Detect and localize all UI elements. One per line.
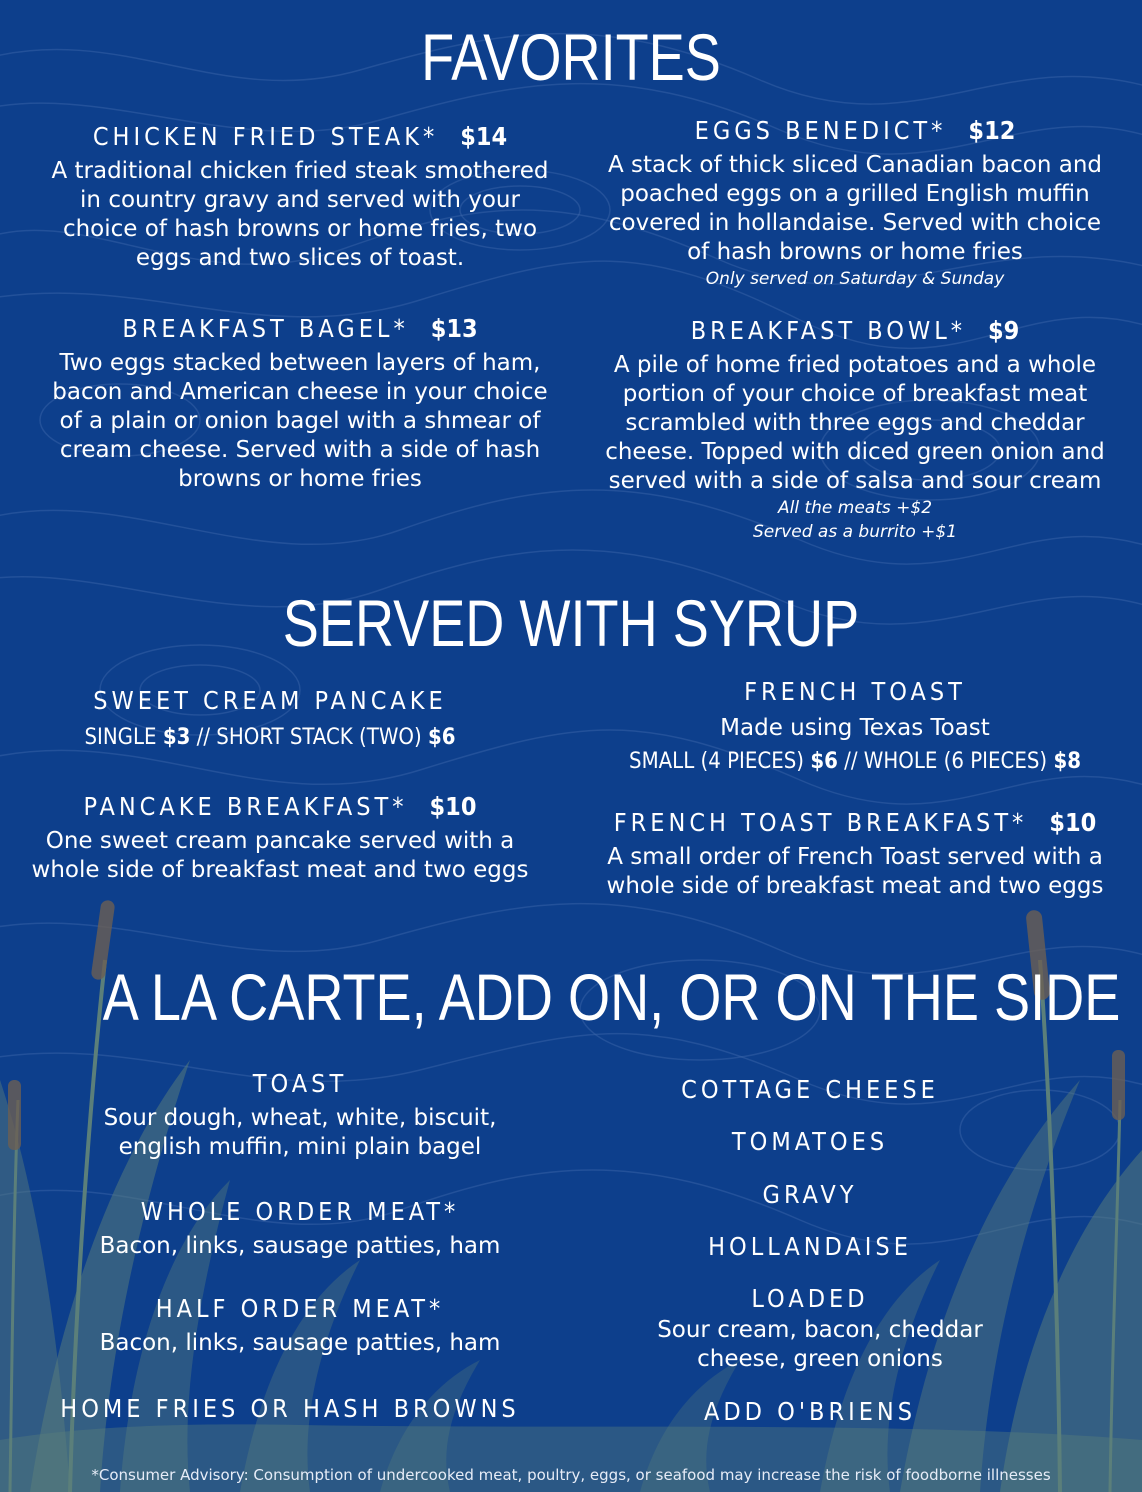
section-title-sides: A LA CARTE, ADD ON, OR ON THE SIDE bbox=[102, 960, 1121, 1034]
item-description: Bacon, links, sausage patties, ham bbox=[99, 1233, 501, 1259]
item-name: COTTAGE CHEESE bbox=[681, 1075, 939, 1104]
item-name: FRENCH TOAST bbox=[744, 677, 966, 706]
item-description: Bacon, links, sausage patties, ham bbox=[99, 1330, 501, 1356]
side-item-hollandaise bbox=[540, 1232, 1080, 1262]
item-name: CHICKEN FRIED STEAK* bbox=[92, 122, 439, 151]
item-name: LOADED bbox=[751, 1284, 869, 1313]
item-name: HOME FRIES OR HASH BROWNS bbox=[60, 1394, 520, 1423]
item-name: HOLLANDAISE bbox=[708, 1232, 912, 1261]
side-item-add-obriens bbox=[540, 1397, 1080, 1427]
menu-item-eggs-benedict bbox=[585, 116, 1125, 291]
item-title bbox=[585, 808, 1125, 838]
item-note: Served as a burrito +$1 bbox=[752, 522, 958, 542]
side-item-gravy bbox=[540, 1180, 1080, 1210]
item-name: EGGS BENEDICT* bbox=[694, 116, 947, 145]
item-name: SWEET CREAM PANCAKE bbox=[93, 686, 447, 715]
item-title bbox=[30, 314, 570, 344]
side-item-half-order-meat bbox=[30, 1294, 570, 1358]
item-name: TOAST bbox=[252, 1069, 348, 1098]
item-description: Two eggs stacked between layers of ham, bacon and American cheese in your choice of a plain or onion bagel with a shmear of cream cheese. Served with a side of hash browns or home fries bbox=[52, 350, 548, 492]
item-name: TOMATOES bbox=[731, 1127, 889, 1156]
side-item-toast bbox=[30, 1069, 570, 1162]
item-description: Sour cream, bacon, cheddar cheese, green onions bbox=[657, 1317, 983, 1372]
side-item-home-fries bbox=[20, 1394, 560, 1424]
item-price-tiers: SINGLE $3 // SHORT STACK (TWO) $6 bbox=[84, 725, 456, 750]
menu-item-pancake-breakfast bbox=[10, 792, 550, 885]
item-title bbox=[10, 792, 550, 822]
item-description: A small order of French Toast served with a whole side of breakfast meat and two eggs bbox=[606, 844, 1104, 899]
item-price: $10 bbox=[429, 792, 477, 821]
item-name: FRENCH TOAST BREAKFAST* bbox=[613, 808, 1028, 837]
item-title bbox=[585, 316, 1125, 346]
item-price-tiers: SMALL (4 PIECES) $6 // WHOLE (6 PIECES) $8 bbox=[629, 749, 1081, 774]
price-stack: $6 bbox=[428, 725, 456, 750]
price-single: $3 bbox=[162, 725, 191, 750]
side-item-cottage-cheese bbox=[540, 1075, 1080, 1105]
item-note: All the meats +$2 bbox=[777, 498, 933, 518]
item-description: A stack of thick sliced Canadian bacon and poached eggs on a grilled English muffin covered in hollandaise. Served with choice of hash browns or home fries bbox=[608, 152, 1102, 265]
menu-item-french-toast-breakfast bbox=[585, 808, 1125, 901]
side-item-tomatoes bbox=[540, 1127, 1080, 1157]
price-small: $6 bbox=[810, 749, 838, 774]
side-item-loaded bbox=[540, 1284, 1080, 1374]
section-title-favorites: FAVORITES bbox=[421, 20, 721, 94]
item-title bbox=[585, 116, 1125, 146]
section-title-syrup: SERVED WITH SYRUP bbox=[282, 586, 860, 660]
item-name: HALF ORDER MEAT* bbox=[155, 1294, 445, 1323]
item-price: $14 bbox=[460, 122, 508, 151]
item-name: WHOLE ORDER MEAT* bbox=[140, 1197, 460, 1226]
item-note: Only served on Saturday & Sunday bbox=[705, 269, 1005, 289]
item-description: A traditional chicken fried steak smothered in country gravy and served with your choice of hash browns or home fries, two eggs and two slices of toast. bbox=[51, 158, 549, 271]
item-name: ADD O'BRIENS bbox=[703, 1397, 917, 1426]
item-name: GRAVY bbox=[762, 1180, 858, 1209]
menu-item-breakfast-bagel bbox=[30, 314, 570, 494]
menu-item-sweet-cream-pancake bbox=[0, 686, 540, 753]
item-name: PANCAKE BREAKFAST* bbox=[83, 792, 408, 821]
item-description: Sour dough, wheat, white, biscuit, english muffin, mini plain bagel bbox=[103, 1105, 497, 1160]
item-name: BREAKFAST BAGEL* bbox=[122, 314, 409, 343]
item-description: One sweet cream pancake served with a whole side of breakfast meat and two eggs bbox=[31, 828, 529, 883]
item-description: A pile of home fried potatoes and a whole portion of your choice of breakfast meat scrambled with three eggs and cheddar cheese. Topped with diced green onion and served with a side of salsa and sour cream bbox=[605, 352, 1105, 494]
consumer-advisory: *Consumer Advisory: Consumption of undercooked meat, poultry, eggs, or seafood may increase the risk of foodborne illnesses bbox=[91, 1466, 1051, 1484]
menu-item-breakfast-bowl bbox=[585, 316, 1125, 544]
item-name: BREAKFAST BOWL* bbox=[690, 316, 966, 345]
item-price: $12 bbox=[968, 116, 1016, 145]
item-description: Made using Texas Toast bbox=[720, 715, 990, 741]
item-title bbox=[30, 122, 570, 152]
item-price: $9 bbox=[987, 316, 1020, 345]
item-price: $13 bbox=[430, 314, 478, 343]
menu-item-french-toast bbox=[585, 677, 1125, 777]
price-whole: $8 bbox=[1053, 749, 1081, 774]
menu-item-chicken-fried-steak bbox=[30, 122, 570, 273]
item-price: $10 bbox=[1049, 808, 1097, 837]
side-item-whole-order-meat bbox=[30, 1197, 570, 1261]
